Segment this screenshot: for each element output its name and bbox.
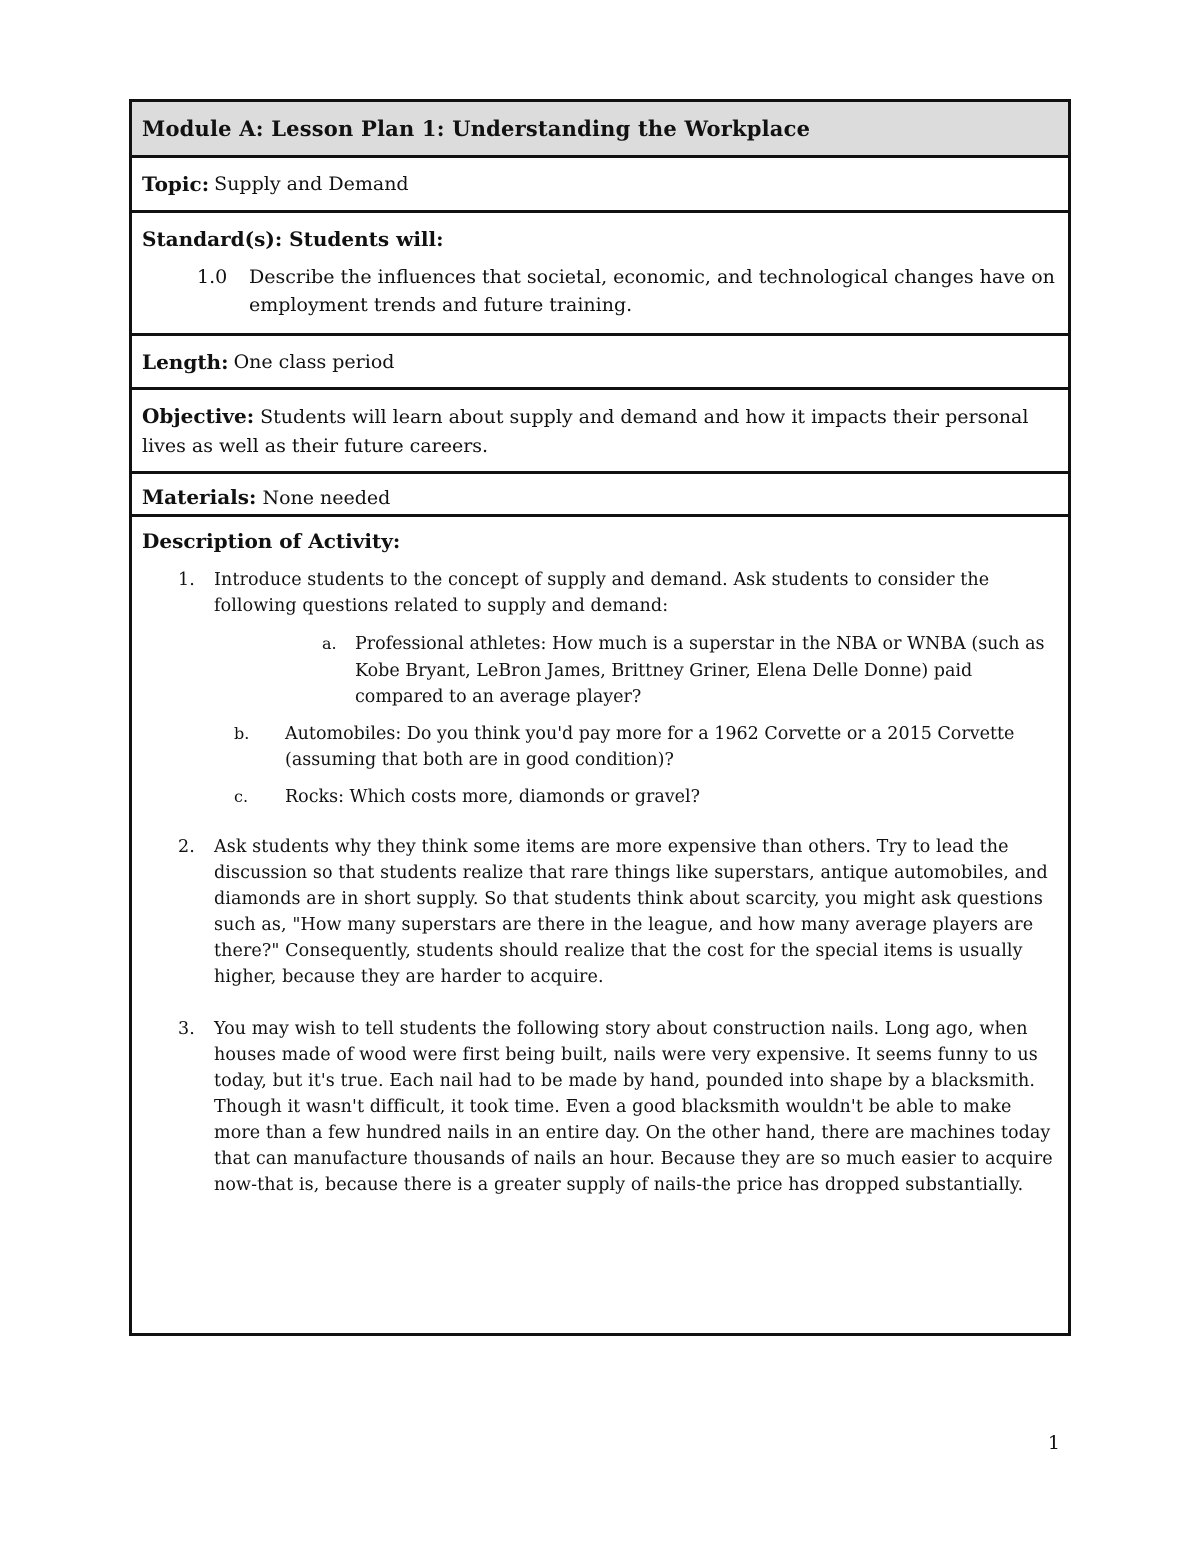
topic-row xyxy=(132,158,1068,213)
activity-step xyxy=(142,567,1058,619)
activity-subitem xyxy=(142,784,1058,811)
standard-text: Describe the influences that societal, economic, and technological changes have on employment trends and future training. xyxy=(249,266,1055,316)
activity-step xyxy=(142,834,1058,990)
subitem-letter: c. xyxy=(234,786,249,806)
subitem-text: Professional athletes: How much is a superstar in the NBA or WNBA (such as Kobe Bryant, LeBron James, Brittney Griner, Elena Delle Donne) paid compared to an average player? xyxy=(355,634,1045,707)
topic-label: Topic: xyxy=(142,172,210,196)
subitem-text: Rocks: Which costs more, diamonds or gravel? xyxy=(285,786,700,807)
activity-subitem xyxy=(142,721,1058,774)
step-text: Ask students why they think some items are more expensive than others. Try to lead the discussion so that students realize that rare things like superstars, antique automobiles, and diamonds are in short supply. So that students think about scarcity, you might ask questions such as, "How many superstars are there in the league, and how many average players are there?" Consequently, students should realize that the cost for the special items is usually higher, because they are harder to acquire. xyxy=(214,837,1048,987)
materials-block xyxy=(142,485,1058,509)
activity-subitem xyxy=(142,631,1058,711)
objective-block xyxy=(142,402,1058,461)
standard-item xyxy=(142,263,1058,319)
lesson-title: Module A: Lesson Plan 1: Understanding the Workplace xyxy=(142,116,811,141)
step-text: You may wish to tell students the following story about construction nails. Long ago, when houses made of wood were first being built, nails were very expensive. It seems funny to us today, but it's true. Each nail had to be made by hand, pounded into shape by a blacksmith. Though it wasn't difficult, it took time. Even a good blacksmith wouldn't be able to make more than a few hundred nails in an entire day. On the other hand, there are machines today that can manufacture thousands of nails an hour. Because they are so much easier to acquire now-that is, because there is a greater supply of nails-the price has dropped substantially. xyxy=(214,1019,1053,1195)
step-number: 3. xyxy=(178,1019,195,1039)
page-number: 1 xyxy=(1047,1432,1060,1454)
length-value: One class period xyxy=(233,350,395,373)
activity-label: Description of Activity: xyxy=(142,529,401,553)
materials-label: Materials: xyxy=(142,485,257,509)
subitem-text: Automobiles: Do you think you'd pay more for a 1962 Corvette or a 2015 Corvette (assuming that both are in good condition)? xyxy=(285,723,1015,770)
step-number: 1. xyxy=(178,570,195,590)
objective-row xyxy=(132,390,1068,474)
length-row xyxy=(132,336,1068,390)
step-number: 2. xyxy=(178,837,195,857)
length-label: Length: xyxy=(142,349,229,374)
title-row xyxy=(132,102,1068,158)
topic-value: Supply and Demand xyxy=(214,173,409,195)
lesson-plan-table xyxy=(129,99,1071,1336)
subitem-letter: a. xyxy=(322,634,337,653)
objective-label: Objective: xyxy=(142,404,255,428)
materials-row xyxy=(132,474,1068,517)
objective-value: Students will learn about supply and demand and how it impacts their personal lives as well as their future careers. xyxy=(142,406,1029,457)
step-text: Introduce students to the concept of supply and demand. Ask students to consider the following questions related to supply and demand: xyxy=(214,570,990,616)
materials-value: None needed xyxy=(262,487,391,509)
standards-label: Standard(s): Students will: xyxy=(142,227,444,251)
subitem-letter: b. xyxy=(234,723,250,743)
activity-row xyxy=(132,517,1068,1333)
activity-step xyxy=(142,1016,1058,1198)
standard-number: 1.0 xyxy=(197,266,228,288)
standards-row xyxy=(132,213,1068,336)
